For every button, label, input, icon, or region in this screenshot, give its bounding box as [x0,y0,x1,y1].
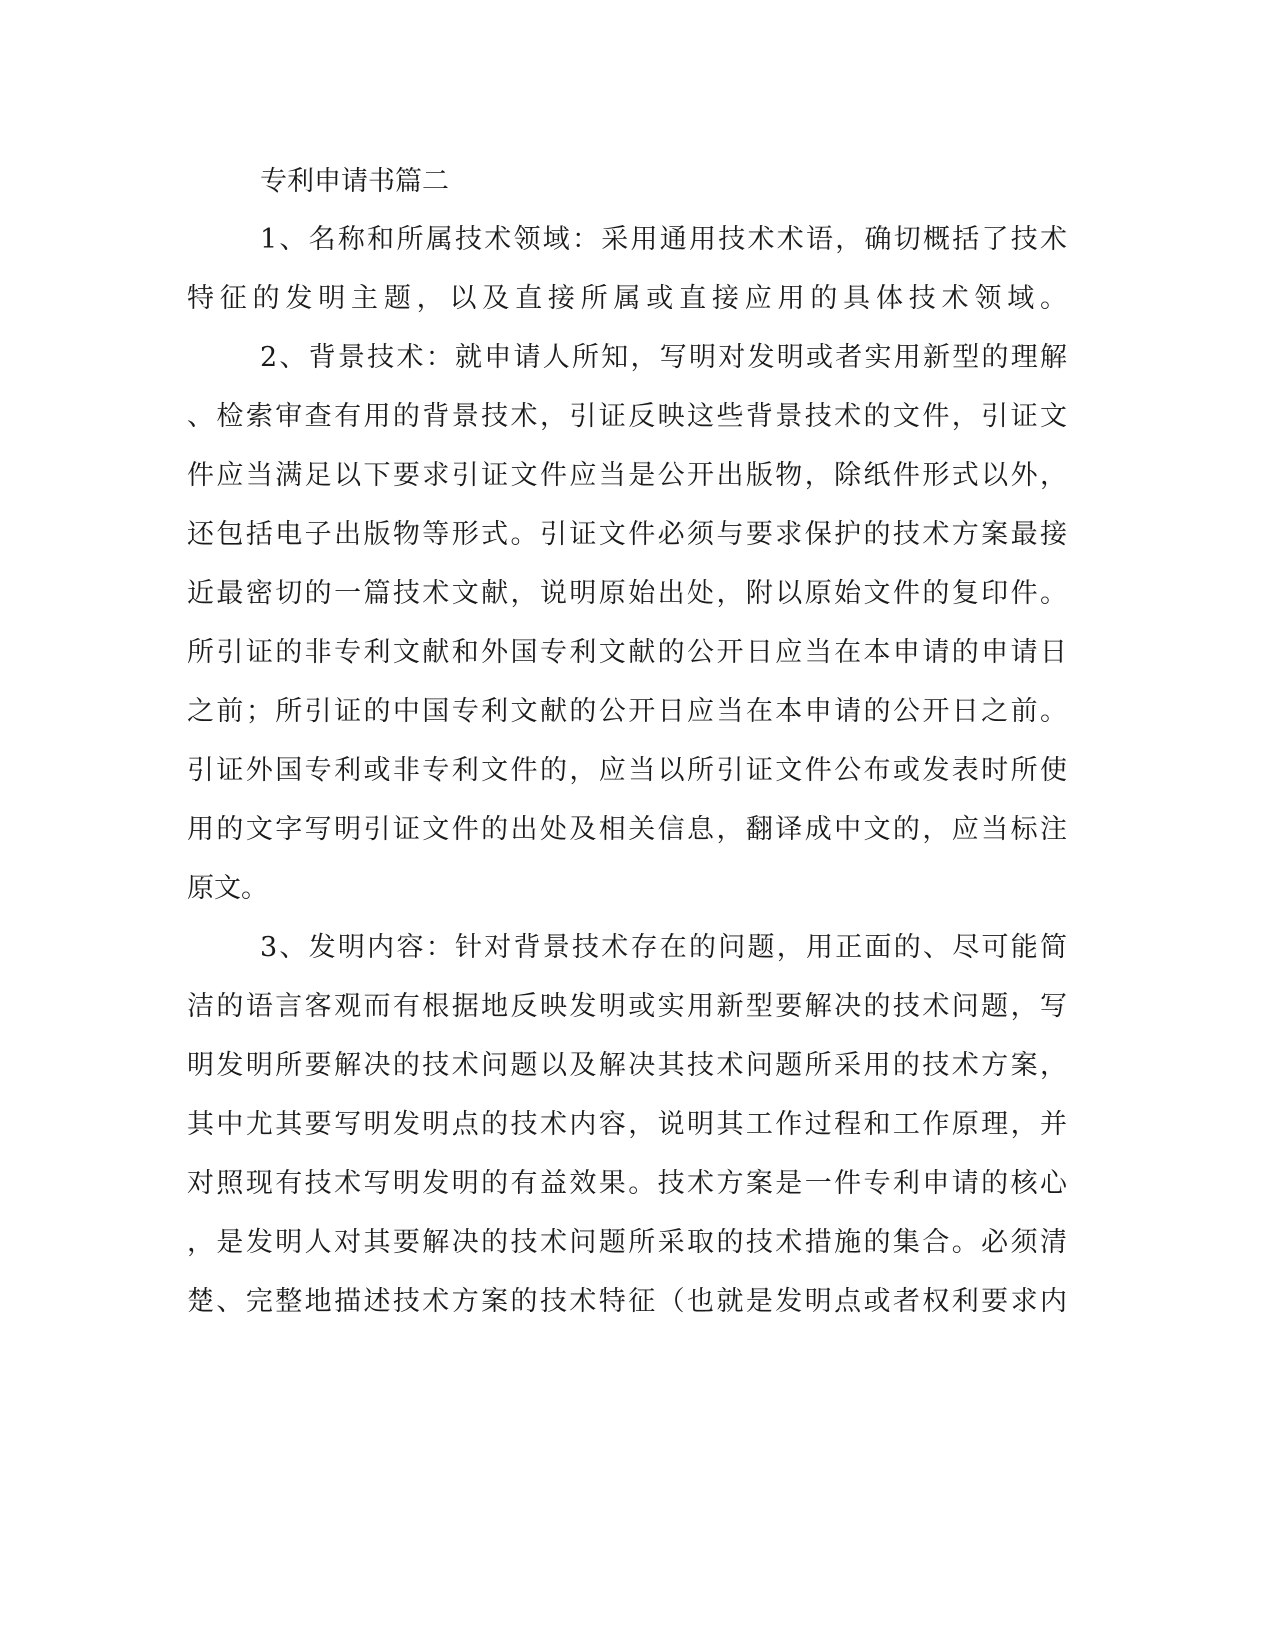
paragraph-line: 所引证的非专利文献和外国专利文献的公开日应当在本申请的申请日 [187,637,1067,668]
paragraph-line: 楚、完整地描述技术方案的技术特征（也就是发明点或者权利要求内 [187,1286,1067,1317]
paragraph-line: 原文。 [187,873,268,904]
paragraph-line: 之前；所引证的中国专利文献的公开日应当在本申请的公开日之前。 [187,696,1067,727]
paragraph-line: 对照现有技术写明发明的有益效果。技术方案是一件专利申请的核心 [187,1168,1067,1199]
paragraph-line: 3、发明内容：针对背景技术存在的问题，用正面的、尽可能简 [260,932,1067,963]
paragraph-line: 1、名称和所属技术领域：采用通用技术术语，确切概括了技术 [260,224,1067,255]
paragraph-line: 近最密切的一篇技术文献，说明原始出处，附以原始文件的复印件。 [187,578,1067,609]
paragraph-line: 、检索审查有用的背景技术，引证反映这些背景技术的文件，引证文 [187,401,1067,432]
paragraph-line: 特征的发明主题，以及直接所属或直接应用的具体技术领域。 [187,283,1067,314]
paragraph-line: 明发明所要解决的技术问题以及解决其技术问题所采用的技术方案， [187,1050,1067,1081]
paragraph-line: 2、背景技术：就申请人所知，写明对发明或者实用新型的理解 [260,342,1067,373]
paragraph-line: 用的文字写明引证文件的出处及相关信息，翻译成中文的，应当标注 [187,814,1067,845]
paragraph-line: 引证外国专利或非专利文件的，应当以所引证文件公布或发表时所使 [187,755,1067,786]
document-title: 专利申请书篇二 [260,166,449,197]
paragraph-line: 洁的语言客观而有根据地反映发明或实用新型要解决的技术问题，写 [187,991,1067,1022]
paragraph-line: ，是发明人对其要解决的技术问题所采取的技术措施的集合。必须清 [187,1227,1067,1258]
paragraph-line: 件应当满足以下要求引证文件应当是公开出版物，除纸件形式以外， [187,460,1067,491]
paragraph-line: 其中尤其要写明发明点的技术内容，说明其工作过程和工作原理，并 [187,1109,1067,1140]
paragraph-line: 还包括电子出版物等形式。引证文件必须与要求保护的技术方案最接 [187,519,1067,550]
